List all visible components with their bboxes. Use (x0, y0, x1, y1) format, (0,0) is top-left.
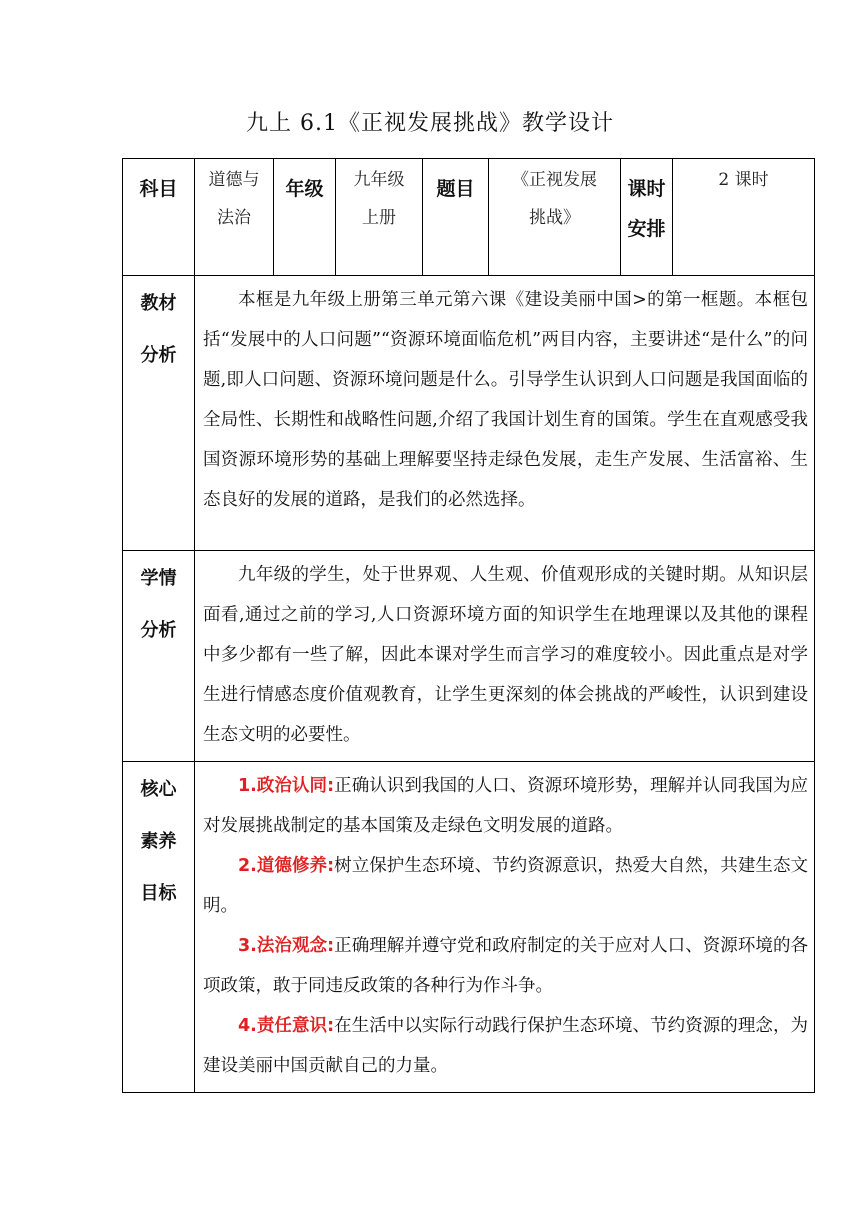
hours-label: 课时 安排 (621, 159, 673, 276)
grade-value: 九年级 上册 (336, 159, 423, 276)
textbook-analysis-text: 本框是九年级上册第三单元第六课《建设美丽中国>的第一框题。本框包括“发展中的人口问题”“资源环境面临危机”两目内容，主要讲述“是什么”的问题,即人口问题、资源环境问题是什么。引导学生认识到人口问题是我国面临的全局性、长期性和战略性问题,介绍了我国计划生育的国策。学生在直观感受我国资源环境形势的基础上理解要坚持走绿色发展，走生产发展、生活富裕、生态良好的发展的道路，是我们的必然选择。 (195, 276, 815, 551)
goal-text: 树立保护生态环境、节约资源意识，热爱大自然，共建生态文明。 (203, 856, 809, 916)
hours-value: 2 课时 (673, 159, 815, 276)
student-analysis-text: 九年级的学生，处于世界观、人生观、价值观形成的关键时期。从知识层面看,通过之前的学习,人口资源环境方面的知识学生在地理课以及其他的课程中多少都有一些了解，因此本课对学生而言学习的难度较小。因此重点是对学生进行情感态度价值观教育，让学生更深刻的体会挑战的严峻性，认识到建设生态文明的必要性。 (195, 551, 815, 762)
goal-key: 4.责任意识: (238, 1016, 335, 1036)
goal-key: 1.政治认同: (238, 776, 335, 796)
topic-value: 《正视发展 挑战》 (489, 159, 621, 276)
goal-text: 正确理解并遵守党和政府制定的关于应对人口、资源环境的各项政策，敢于同违反政策的各种行为作斗争。 (203, 936, 809, 996)
page-title: 九上 6.1《正视发展挑战》教学设计 (246, 111, 614, 136)
textbook-analysis-label: 教材 分析 (123, 276, 195, 551)
goal-item (203, 926, 808, 1006)
goal-text: 在生活中以实际行动践行保护生态环境、节约资源的理念，为建设美丽中国贡献自己的力量。 (203, 1016, 809, 1076)
topic-label: 题目 (423, 159, 489, 276)
lesson-design-table (122, 158, 815, 1093)
core-goals-text (195, 762, 815, 1093)
goal-key: 2.道德修养: (238, 856, 335, 876)
textbook-analysis-row (123, 276, 815, 551)
core-goals-row (123, 762, 815, 1093)
goal-text: 正确认识到我国的人口、资源环境形势，理解并认同我国为应对发展挑战制定的基本国策及走绿色文明发展的道路。 (203, 776, 809, 836)
subject-label: 科目 (123, 159, 195, 276)
student-analysis-label: 学情 分析 (123, 551, 195, 762)
student-analysis-row (123, 551, 815, 762)
goal-item (203, 766, 808, 846)
core-goals-label: 核心 素养 目标 (123, 762, 195, 1093)
goal-key: 3.法治观念: (238, 936, 335, 956)
grade-label: 年级 (274, 159, 336, 276)
subject-value: 道德与 法治 (195, 159, 274, 276)
goal-item (203, 846, 808, 926)
header-row (123, 159, 815, 276)
goal-item (203, 1006, 808, 1086)
